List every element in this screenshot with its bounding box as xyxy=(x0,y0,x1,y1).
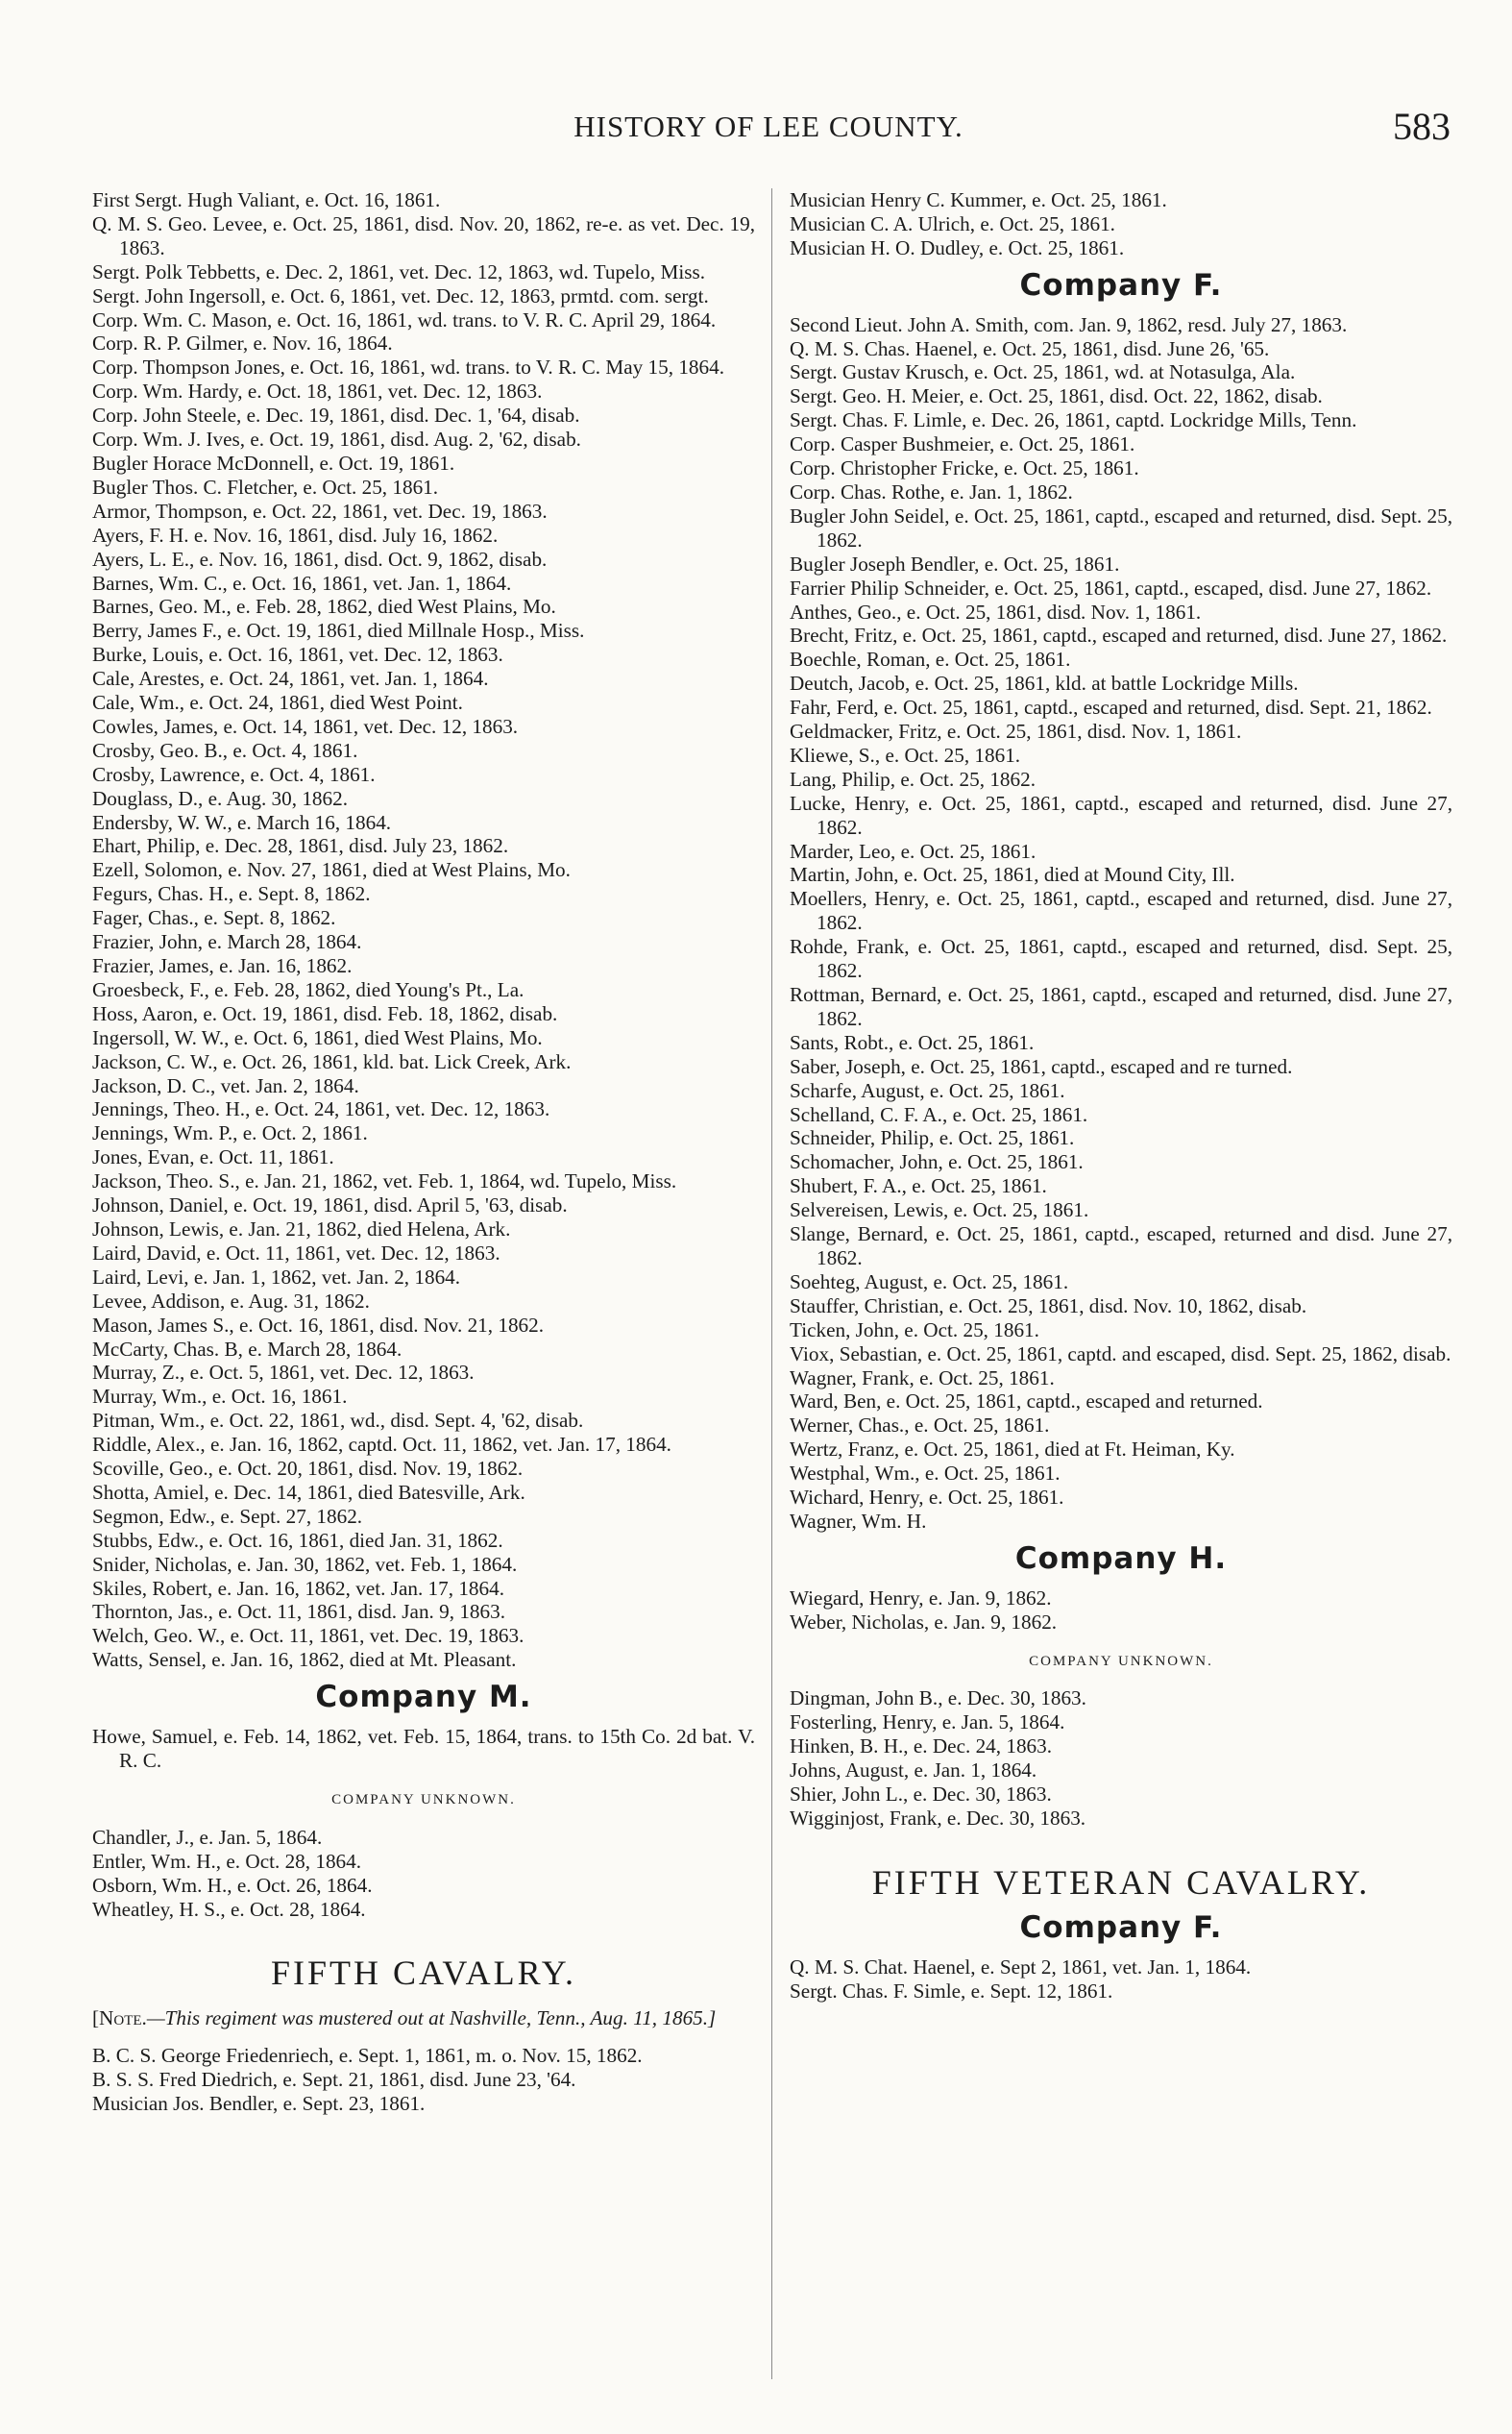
roster-entry: Laird, Levi, e. Jan. 1, 1862, vet. Jan. 2, 1864. xyxy=(92,1265,461,1289)
roster-entry: Fager, Chas., e. Sept. 8, 1862. xyxy=(92,906,336,930)
page-number: 583 xyxy=(1393,105,1451,148)
roster-entry: Howe, Samuel, e. Feb. 14, 1862, vet. Feb. 15, 1864, trans. to 15th Co. 2d bat. V. R. C. xyxy=(92,1725,755,1772)
roster-entry: Musician Henry C. Kummer, e. Oct. 25, 1861. xyxy=(790,188,1167,211)
roster-entry: Q. M. S. Chas. Haenel, e. Oct. 25, 1861, disd. June 26, '65. xyxy=(790,336,1270,360)
roster-entry: Armor, Thompson, e. Oct. 22, 1861, vet. Dec. 19, 1863. xyxy=(92,499,548,523)
note-text: —This regiment was mustered out at Nashville, Tenn., Aug. 11, 1865.] xyxy=(146,2006,717,2030)
roster-entry: Kliewe, S., e. Oct. 25, 1861. xyxy=(790,743,1021,767)
roster-entry: Fosterling, Henry, e. Jan. 5, 1864. xyxy=(790,1710,1065,1734)
roster-entry: Entler, Wm. H., e. Oct. 28, 1864. xyxy=(92,1849,362,1873)
roster-entry: Watts, Sensel, e. Jan. 16, 1862, died at Mt. Pleasant. xyxy=(92,1648,517,1672)
roster-entry: Geldmacker, Fritz, e. Oct. 25, 1861, disd. Nov. 1, 1861. xyxy=(790,720,1242,744)
company-unknown-heading: COMPANY UNKNOWN. xyxy=(1029,1653,1213,1669)
roster-entry: Bugler Thos. C. Fletcher, e. Oct. 25, 1861. xyxy=(92,475,439,499)
page-header xyxy=(86,104,1451,152)
roster-entry: Jennings, Theo. H., e. Oct. 24, 1861, vet. Dec. 12, 1863. xyxy=(92,1097,550,1121)
roster-entry: Mason, James S., e. Oct. 16, 1861, disd. Nov. 21, 1862. xyxy=(92,1313,545,1337)
roster-entry: Endersby, W. W., e. March 16, 1864. xyxy=(92,810,392,834)
roster-entry: Chandler, J., e. Jan. 5, 1864. xyxy=(92,1825,323,1849)
roster-entry: Ward, Ben, e. Oct. 25, 1861, captd., escaped and returned. xyxy=(790,1389,1263,1414)
roster-entry: Riddle, Alex., e. Jan. 16, 1862, captd. Oct. 11, 1862, vet. Jan. 17, 1864. xyxy=(92,1433,671,1457)
roster-entry: Corp. Wm. Hardy, e. Oct. 18, 1861, vet. Dec. 12, 1863. xyxy=(92,380,543,404)
roster-entry: Anthes, Geo., e. Oct. 25, 1861, disd. Nov. 1, 1861. xyxy=(790,600,1202,624)
roster-list xyxy=(790,188,1452,260)
roster-entry: Corp. Wm. J. Ives, e. Oct. 19, 1861, disd. Aug. 2, '62, disab. xyxy=(92,428,581,452)
roster-entry: Crosby, Lawrence, e. Oct. 4, 1861. xyxy=(92,762,376,786)
roster-entry: Johns, August, e. Jan. 1, 1864. xyxy=(790,1758,1037,1782)
note-label: [Note. xyxy=(92,2006,147,2030)
roster-entry: Wichard, Henry, e. Oct. 25, 1861. xyxy=(790,1486,1064,1510)
roster-entry: Lucke, Henry, e. Oct. 25, 1861, captd., escaped and returned, disd. June 27, 1862. xyxy=(790,791,1452,839)
roster-entry: Frazier, James, e. Jan. 16, 1862. xyxy=(92,954,353,977)
roster-entry: Bugler Horace McDonnell, e. Oct. 19, 1861. xyxy=(92,451,455,475)
roster-list xyxy=(790,1686,1452,1830)
roster-entry: Q. M. S. Geo. Levee, e. Oct. 25, 1861, disd. Nov. 20, 1862, re-e. as vet. Dec. 19, 1863. xyxy=(92,211,755,259)
regiment-heading: FIFTH VETERAN CAVALRY. xyxy=(871,1862,1371,1902)
roster-entry: B. C. S. George Friedenriech, e. Sept. 1, 1861, m. o. Nov. 15, 1862. xyxy=(92,2044,643,2068)
roster-entry: Farrier Philip Schneider, e. Oct. 25, 1861, captd., escaped, disd. June 27, 1862. xyxy=(790,576,1432,600)
roster-entry: Skiles, Robert, e. Jan. 16, 1862, vet. Jan. 17, 1864. xyxy=(92,1576,505,1600)
roster-entry: Jackson, D. C., vet. Jan. 2, 1864. xyxy=(92,1073,359,1097)
roster-entry: Musician C. A. Ulrich, e. Oct. 25, 1861. xyxy=(790,211,1115,235)
roster-entry: Laird, David, e. Oct. 11, 1861, vet. Dec. 12, 1863. xyxy=(92,1241,500,1265)
roster-entry: Jackson, Theo. S., e. Jan. 21, 1862, vet. Feb. 1, 1864, wd. Tupelo, Miss. xyxy=(92,1169,677,1193)
right-column xyxy=(790,188,1452,2004)
roster-entry: Shubert, F. A., e. Oct. 25, 1861. xyxy=(790,1174,1047,1198)
roster-entry: Groesbeck, F., e. Feb. 28, 1862, died Young's Pt., La. xyxy=(92,977,524,1001)
roster-entry: Murray, Z., e. Oct. 5, 1861, vet. Dec. 12, 1863. xyxy=(92,1361,475,1385)
roster-entry: Moellers, Henry, e. Oct. 25, 1861, captd., escaped and returned, disd. June 27, 1862. xyxy=(790,887,1452,935)
roster-entry: Crosby, Geo. B., e. Oct. 4, 1861. xyxy=(92,738,358,762)
roster-entry: Jackson, C. W., e. Oct. 26, 1861, kld. bat. Lick Creek, Ark. xyxy=(92,1049,572,1073)
roster-entry: Corp. Casper Bushmeier, e. Oct. 25, 1861. xyxy=(790,432,1135,456)
roster-entry: Ticken, John, e. Oct. 25, 1861. xyxy=(790,1317,1039,1341)
roster-entry: Stubbs, Edw., e. Oct. 16, 1861, died Jan. 31, 1862. xyxy=(92,1528,503,1552)
roster-entry: Burke, Louis, e. Oct. 16, 1861, vet. Dec. 12, 1863. xyxy=(92,643,503,667)
roster-entry: Sergt. Polk Tebbetts, e. Dec. 2, 1861, vet. Dec. 12, 1863, wd. Tupelo, Miss. xyxy=(92,259,706,283)
roster-entry: Jones, Evan, e. Oct. 11, 1861. xyxy=(92,1145,334,1169)
roster-entry: Q. M. S. Chat. Haenel, e. Sept 2, 1861, vet. Jan. 1, 1864. xyxy=(790,1955,1252,1979)
company-unknown-heading: COMPANY UNKNOWN. xyxy=(331,1791,516,1807)
roster-entry: Barnes, Geo. M., e. Feb. 28, 1862, died West Plains, Mo. xyxy=(92,595,556,619)
company-heading: Company M. xyxy=(315,1680,532,1715)
roster-entry: Shier, John L., e. Dec. 30, 1863. xyxy=(790,1782,1052,1807)
roster-entry: Cale, Wm., e. Oct. 24, 1861, died West Point. xyxy=(92,691,463,715)
roster-entry: Douglass, D., e. Aug. 30, 1862. xyxy=(92,786,349,810)
roster-entry: Welch, Geo. W., e. Oct. 11, 1861, vet. Dec. 19, 1863. xyxy=(92,1624,524,1648)
company-heading: Company F. xyxy=(1019,267,1223,303)
roster-entry: Sants, Robt., e. Oct. 25, 1861. xyxy=(790,1030,1035,1054)
roster-entry: Ingersoll, W. W., e. Oct. 6, 1861, died West Plains, Mo. xyxy=(92,1025,543,1049)
roster-entry: Jennings, Wm. P., e. Oct. 2, 1861. xyxy=(92,1121,368,1145)
roster-entry: Corp. Chas. Rothe, e. Jan. 1, 1862. xyxy=(790,479,1073,504)
roster-entry: Johnson, Daniel, e. Oct. 19, 1861, disd. April 5, '63, disab. xyxy=(92,1193,568,1217)
roster-entry: McCarty, Chas. B, e. March 28, 1864. xyxy=(92,1337,402,1361)
roster-entry: Corp. R. P. Gilmer, e. Nov. 16, 1864. xyxy=(92,332,393,356)
roster-entry: Corp. Wm. C. Mason, e. Oct. 16, 1861, wd. trans. to V. R. C. April 29, 1864. xyxy=(92,307,717,332)
roster-entry: Schomacher, John, e. Oct. 25, 1861. xyxy=(790,1150,1084,1174)
roster-entry: First Sergt. Hugh Valiant, e. Oct. 16, 1861. xyxy=(92,188,441,211)
roster-entry: Wiegard, Henry, e. Jan. 9, 1862. xyxy=(790,1586,1052,1610)
roster-entry: Hinken, B. H., e. Dec. 24, 1863. xyxy=(790,1734,1053,1758)
roster-entry: Musician H. O. Dudley, e. Oct. 25, 1861. xyxy=(790,235,1125,259)
roster-entry: Ehart, Philip, e. Dec. 28, 1861, disd. July 23, 1862. xyxy=(92,834,509,858)
roster-entry: Berry, James F., e. Oct. 19, 1861, died Millnale Hosp., Miss. xyxy=(92,619,585,643)
roster-entry: Marder, Leo, e. Oct. 25, 1861. xyxy=(790,839,1036,863)
roster-entry: Soehteg, August, e. Oct. 25, 1861. xyxy=(790,1269,1069,1293)
roster-entry: Sergt. Chas. F. Simle, e. Sept. 12, 1861. xyxy=(790,1979,1113,2003)
roster-entry: Second Lieut. John A. Smith, com. Jan. 9, 1862, resd. July 27, 1863. xyxy=(790,312,1348,336)
regiment-note xyxy=(92,2006,755,2030)
roster-entry: Saber, Joseph, e. Oct. 25, 1861, captd., escaped and re turned. xyxy=(790,1054,1293,1078)
roster-entry: Segmon, Edw., e. Sept. 27, 1862. xyxy=(92,1504,363,1528)
roster-entry: Westphal, Wm., e. Oct. 25, 1861. xyxy=(790,1462,1061,1486)
roster-entry: Wheatley, H. S., e. Oct. 28, 1864. xyxy=(92,1897,366,1921)
roster-entry: Stauffer, Christian, e. Oct. 25, 1861, disd. Nov. 10, 1862, disab. xyxy=(790,1293,1307,1317)
roster-entry: Wagner, Wm. H. xyxy=(790,1509,927,1533)
roster-entry: Rottman, Bernard, e. Oct. 25, 1861, captd., escaped and returned, disd. June 27, 1862. xyxy=(790,983,1452,1030)
roster-entry: Wagner, Frank, e. Oct. 25, 1861. xyxy=(790,1365,1055,1389)
roster-entry: Ayers, F. H. e. Nov. 16, 1861, disd. July 16, 1862. xyxy=(92,523,499,547)
roster-entry: Lang, Philip, e. Oct. 25, 1862. xyxy=(790,767,1036,791)
roster-entry: Snider, Nicholas, e. Jan. 30, 1862, vet. Feb. 1, 1864. xyxy=(92,1552,518,1576)
roster-entry: Slange, Bernard, e. Oct. 25, 1861, captd., escaped, returned and disd. June 27, 1862. xyxy=(790,1222,1452,1269)
roster-entry: Bugler John Seidel, e. Oct. 25, 1861, captd., escaped and returned, disd. Sept. 25, 1862. xyxy=(790,504,1452,552)
roster-list xyxy=(92,1725,755,1773)
roster-list xyxy=(92,1826,755,1922)
roster-entry: Scharfe, August, e. Oct. 25, 1861. xyxy=(790,1078,1065,1102)
roster-entry: Shotta, Amiel, e. Dec. 14, 1861, died Batesville, Ark. xyxy=(92,1480,525,1504)
roster-list xyxy=(790,1955,1452,2004)
roster-entry: Weber, Nicholas, e. Jan. 9, 1862. xyxy=(790,1610,1058,1634)
regiment-heading: FIFTH CAVALRY. xyxy=(270,1954,577,1993)
roster-entry: Fahr, Ferd, e. Oct. 25, 1861, captd., escaped and returned, disd. Sept. 21, 1862. xyxy=(790,696,1432,720)
roster-entry: Sergt. Gustav Krusch, e. Oct. 25, 1861, wd. at Notasulga, Ala. xyxy=(790,360,1296,384)
roster-entry: Schelland, C. F. A., e. Oct. 25, 1861. xyxy=(790,1102,1088,1126)
company-heading: Company H. xyxy=(1014,1540,1228,1576)
roster-entry: Deutch, Jacob, e. Oct. 25, 1861, kld. at battle Lockridge Mills. xyxy=(790,672,1299,696)
roster-list xyxy=(790,313,1452,1534)
roster-entry: Musician Jos. Bendler, e. Sept. 23, 1861. xyxy=(92,2092,426,2116)
roster-list xyxy=(92,2044,755,2116)
roster-entry: Corp. Thompson Jones, e. Oct. 16, 1861, wd. trans. to V. R. C. May 15, 1864. xyxy=(92,356,724,380)
roster-entry: Werner, Chas., e. Oct. 25, 1861. xyxy=(790,1414,1050,1438)
roster-entry: Wertz, Franz, e. Oct. 25, 1861, died at Ft. Heiman, Ky. xyxy=(790,1438,1235,1462)
roster-entry: Frazier, John, e. March 28, 1864. xyxy=(92,930,362,954)
roster-entry: Osborn, Wm. H., e. Oct. 26, 1864. xyxy=(92,1873,373,1897)
roster-list xyxy=(790,1586,1452,1635)
roster-entry: Viox, Sebastian, e. Oct. 25, 1861, captd. and escaped, disd. Sept. 25, 1862, disab. xyxy=(790,1341,1451,1365)
roster-entry: Cowles, James, e. Oct. 14, 1861, vet. Dec. 12, 1863. xyxy=(92,714,519,738)
roster-list xyxy=(92,188,755,1672)
roster-entry: Corp. Christopher Fricke, e. Oct. 25, 1861. xyxy=(790,456,1139,480)
roster-entry: Boechle, Roman, e. Oct. 25, 1861. xyxy=(790,648,1071,672)
roster-entry: Bugler Joseph Bendler, e. Oct. 25, 1861. xyxy=(790,552,1120,576)
column-divider xyxy=(771,188,772,2379)
company-heading: Company F. xyxy=(1019,1909,1223,1945)
roster-entry: Sergt. Geo. H. Meier, e. Oct. 25, 1861, disd. Oct. 22, 1862, disab. xyxy=(790,384,1323,408)
roster-entry: Pitman, Wm., e. Oct. 22, 1861, wd., disd. Sept. 4, '62, disab. xyxy=(92,1409,584,1433)
roster-entry: Rohde, Frank, e. Oct. 25, 1861, captd., escaped and returned, disd. Sept. 25, 1862. xyxy=(790,935,1452,983)
roster-entry: Sergt. Chas. F. Limle, e. Dec. 26, 1861, captd. Lockridge Mills, Tenn. xyxy=(790,408,1357,432)
roster-entry: Wigginjost, Frank, e. Dec. 30, 1863. xyxy=(790,1807,1086,1830)
roster-entry: Cale, Arestes, e. Oct. 24, 1861, vet. Jan. 1, 1864. xyxy=(92,667,489,691)
roster-entry: Schneider, Philip, e. Oct. 25, 1861. xyxy=(790,1126,1075,1150)
roster-entry: Dingman, John B., e. Dec. 30, 1863. xyxy=(790,1686,1086,1710)
roster-entry: Ezell, Solomon, e. Nov. 27, 1861, died at West Plains, Mo. xyxy=(92,858,571,882)
roster-entry: Fegurs, Chas. H., e. Sept. 8, 1862. xyxy=(92,882,371,906)
roster-entry: Levee, Addison, e. Aug. 31, 1862. xyxy=(92,1289,370,1313)
roster-entry: Murray, Wm., e. Oct. 16, 1861. xyxy=(92,1385,348,1409)
roster-entry: Barnes, Wm. C., e. Oct. 16, 1861, vet. Jan. 1, 1864. xyxy=(92,571,512,595)
roster-entry: Thornton, Jas., e. Oct. 11, 1861, disd. Jan. 9, 1863. xyxy=(92,1600,505,1624)
roster-entry: Johnson, Lewis, e. Jan. 21, 1862, died Helena, Ark. xyxy=(92,1217,511,1241)
roster-entry: B. S. S. Fred Diedrich, e. Sept. 21, 1861, disd. June 23, '64. xyxy=(92,2068,576,2092)
roster-entry: Corp. John Steele, e. Dec. 19, 1861, disd. Dec. 1, '64, disab. xyxy=(92,404,580,428)
roster-entry: Selvereisen, Lewis, e. Oct. 25, 1861. xyxy=(790,1198,1089,1222)
roster-entry: Sergt. John Ingersoll, e. Oct. 6, 1861, vet. Dec. 12, 1863, prmtd. com. sergt. xyxy=(92,283,709,307)
roster-entry: Hoss, Aaron, e. Oct. 19, 1861, disd. Feb. 18, 1862, disab. xyxy=(92,1001,558,1025)
roster-entry: Brecht, Fritz, e. Oct. 25, 1861, captd., escaped and returned, disd. June 27, 1862. xyxy=(790,624,1448,648)
left-column xyxy=(92,188,755,2116)
roster-entry: Scoville, Geo., e. Oct. 20, 1861, disd. Nov. 19, 1862. xyxy=(92,1457,524,1481)
roster-entry: Ayers, L. E., e. Nov. 16, 1861, disd. Oct. 9, 1862, disab. xyxy=(92,547,548,571)
running-title: HISTORY OF LEE COUNTY. xyxy=(573,110,963,143)
roster-entry: Martin, John, e. Oct. 25, 1861, died at Mound City, Ill. xyxy=(790,863,1235,887)
